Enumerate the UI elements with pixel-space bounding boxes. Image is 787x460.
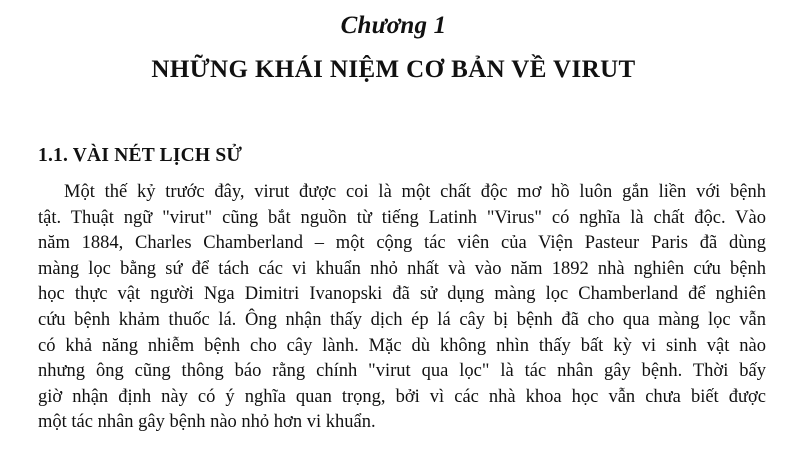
- paragraph-line: giờ nhận định này có ý nghĩa quan trọng, bởi vì các nhà khoa học vẫn chưa biết được: [38, 386, 766, 407]
- chapter-label: Chương 1: [340, 12, 447, 39]
- paragraph-line: nhưng ông cũng thông báo rằng chính "virut qua lọc" là tác nhân gây bệnh. Thời bấy: [38, 361, 766, 382]
- paragraph-line: có khả năng nhiễm bệnh cho cây lành. Mặc dù không nhìn thấy bất kỳ vi sinh vật nào: [38, 335, 766, 356]
- paragraph-line: màng lọc bằng sứ để tách các vi khuẩn nhỏ nhất và vào năm 1892 nhà nghiên cứu bệnh: [38, 258, 766, 279]
- paragraph-line: học thực vật người Nga Dimitri Ivanopski đã sử dụng màng lọc Chamberland để nghiên: [38, 284, 766, 305]
- section-heading: 1.1. VÀI NÉT LỊCH SỬ: [38, 145, 243, 166]
- paragraph-line: cứu bệnh khảm thuốc lá. Ông nhận thấy dịch ép lá cây bị bệnh đã cho qua màng lọc vẫn: [38, 309, 766, 330]
- paragraph-line: tật. Thuật ngữ "virut" cũng bắt nguồn từ tiếng Latinh "Virus" có nghĩa là chất độc. Vào: [38, 207, 766, 228]
- paragraph-line: một tác nhân gây bệnh nào nhỏ hơn vi khuẩn.: [38, 412, 376, 433]
- paragraph-line: năm 1884, Charles Chamberland – một cộng tác viên của Viện Pasteur Paris đã dùng: [38, 233, 766, 254]
- body-paragraph: [38, 180, 766, 436]
- chapter-title: NHỮNG KHÁI NIỆM CƠ BẢN VỀ VIRUT: [151, 56, 636, 83]
- paragraph-line: Một thế kỷ trước đây, virut được coi là một chất độc mơ hồ luôn gắn liền với bệnh: [64, 182, 766, 202]
